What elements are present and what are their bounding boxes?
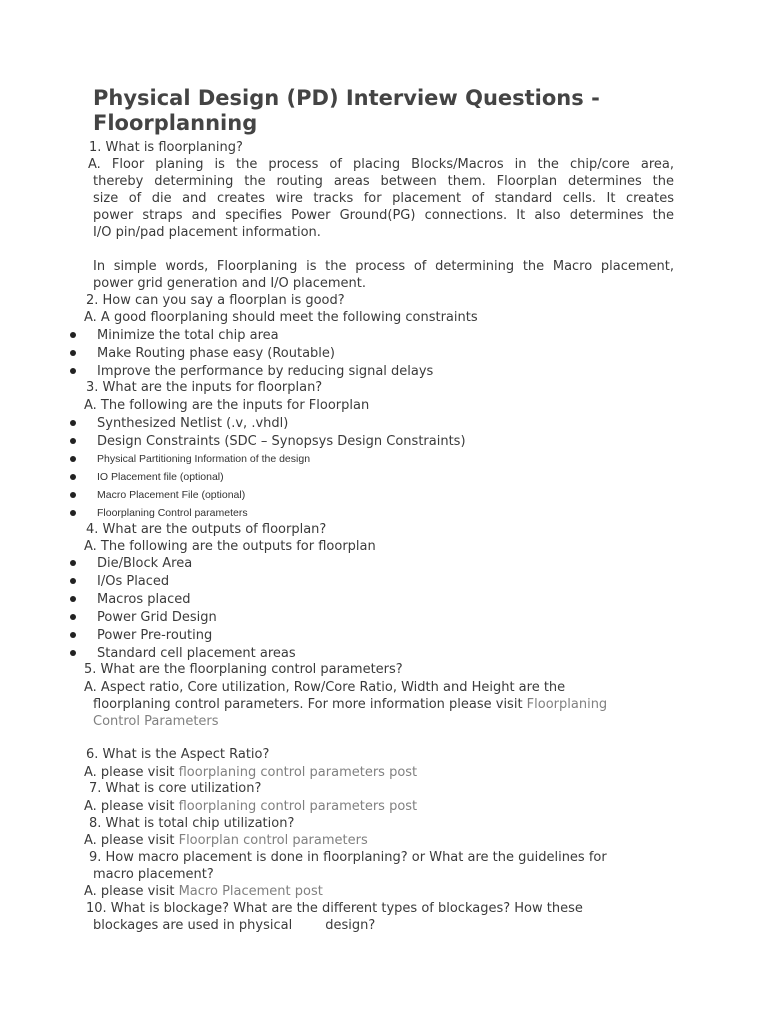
answer-1-line: I/O pin/pad placement information. — [93, 225, 321, 240]
answer-1-line: size of die and creates wire tracks for placement of standard cells. It creates — [93, 191, 674, 206]
answer-7-text: A. please visit — [84, 799, 179, 814]
question-2: 2. How can you say a floorplan is good? — [86, 293, 345, 308]
question-7: 7. What is core utilization? — [89, 781, 262, 796]
list-item: Macros placed — [97, 592, 191, 607]
list-item: Synthesized Netlist (.v, .vhdl) — [97, 416, 289, 431]
floorplaning-control-parameters-link[interactable]: floorplaning control parameters post — [178, 765, 418, 780]
bullet-icon — [70, 474, 76, 480]
list-item: Make Routing phase easy (Routable) — [97, 346, 335, 361]
question-9-line: macro placement? — [93, 867, 214, 882]
list-item: Power Pre-routing — [97, 628, 213, 643]
question-8: 8. What is total chip utilization? — [89, 816, 295, 831]
answer-3: A. The following are the inputs for Floorplan — [84, 398, 370, 413]
macro-placement-link[interactable]: Macro Placement post — [178, 884, 323, 899]
summary-line: power grid generation and I/O placement. — [93, 276, 367, 291]
answer-8 — [84, 832, 368, 849]
bullet-icon — [70, 350, 76, 356]
question-6: 6. What is the Aspect Ratio? — [86, 747, 270, 762]
list-item: Floorplaning Control parameters — [97, 507, 248, 519]
page-title: Physical Design (PD) Interview Questions - Floorplanning — [93, 86, 600, 135]
bullet-icon — [70, 560, 76, 566]
floorplaning-link[interactable]: Floorplaning — [526, 697, 608, 712]
question-10-line: blockages are used in physical design? — [93, 918, 376, 933]
answer-8-text: A. please visit — [84, 833, 179, 848]
bullet-icon — [70, 420, 76, 426]
answer-9 — [84, 883, 323, 900]
bullet-icon — [70, 510, 76, 516]
list-item: Design Constraints (SDC – Synopsys Design Constraints) — [97, 434, 466, 449]
answer-5-line — [93, 696, 607, 713]
list-item: Standard cell placement areas — [97, 646, 296, 661]
question-10-line: 10. What is blockage? What are the different types of blockages? How these — [86, 901, 583, 916]
bullet-icon — [70, 456, 76, 462]
question-9-line: 9. How macro placement is done in floorplaning? or What are the guidelines for — [89, 850, 607, 865]
control-parameters-link[interactable]: Control Parameters — [93, 714, 219, 729]
bullet-icon — [70, 596, 76, 602]
question-3: 3. What are the inputs for floorplan? — [86, 380, 323, 395]
answer-1-line: A. Floor planing is the process of placing Blocks/Macros in the chip/core area, — [88, 157, 674, 172]
bullet-icon — [70, 332, 76, 338]
answer-2: A. A good floorplaning should meet the following constraints — [84, 310, 478, 325]
question-5: 5. What are the floorplaning control parameters? — [84, 662, 403, 677]
question-1: 1. What is floorplaning? — [89, 140, 243, 155]
floorplaning-control-parameters-link[interactable]: floorplaning control parameters post — [178, 799, 418, 814]
list-item: Die/Block Area — [97, 556, 193, 571]
bullet-icon — [70, 632, 76, 638]
list-item: Minimize the total chip area — [97, 328, 279, 343]
summary-line: In simple words, Floorplaning is the process of determining the Macro placement, — [93, 259, 674, 274]
answer-5-line: A. Aspect ratio, Core utilization, Row/Core Ratio, Width and Height are the — [84, 680, 566, 695]
list-item: Power Grid Design — [97, 610, 217, 625]
list-item: Improve the performance by reducing signal delays — [97, 364, 434, 379]
answer-1-line: power straps and specifies Power Ground(PG) connections. It also determines the — [93, 208, 674, 223]
list-item: Physical Partitioning Information of the design — [97, 453, 311, 465]
list-item: I/Os Placed — [97, 574, 170, 589]
floorplan-control-parameters-link[interactable]: Floorplan control parameters — [178, 833, 368, 848]
list-item: Macro Placement File (optional) — [97, 489, 246, 501]
list-item: IO Placement file (optional) — [97, 471, 224, 483]
bullet-icon — [70, 578, 76, 584]
answer-6-text: A. please visit — [84, 765, 179, 780]
answer-9-text: A. please visit — [84, 884, 179, 899]
answer-4: A. The following are the outputs for floorplan — [84, 539, 376, 554]
bullet-icon — [70, 614, 76, 620]
bullet-icon — [70, 650, 76, 656]
answer-6 — [84, 764, 417, 781]
bullet-icon — [70, 492, 76, 498]
bullet-icon — [70, 368, 76, 374]
question-4: 4. What are the outputs of floorplan? — [86, 522, 327, 537]
answer-5-text: floorplaning control parameters. For more information please visit — [93, 697, 527, 712]
bullet-icon — [70, 438, 76, 444]
answer-1-line: thereby determining the routing areas between them. Floorplan determines the — [93, 174, 674, 189]
answer-7 — [84, 798, 417, 815]
